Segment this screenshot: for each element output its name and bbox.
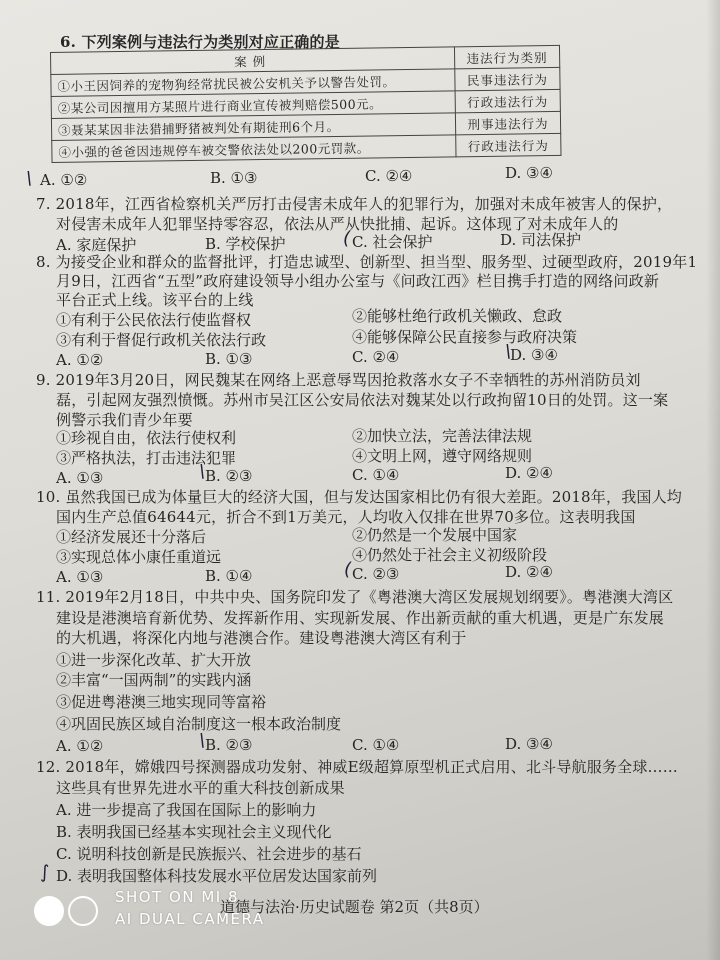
q12-stem-line1: 12. 2018年，嫦娥四号探测器成功发射、神威E级超算原型机正式启用、北斗导航服务全球……: [36, 758, 678, 776]
q11-statement-4: ④巩固民族区域自治制度这一根本政治制度: [56, 715, 342, 733]
q12-option-d: D. 表明我国整体科技发展水平位居发达国家前列: [56, 867, 378, 885]
q8-stem-line3: 平台正式上线。该平台的上线: [56, 291, 254, 309]
q11-option-a: A. ①②: [56, 737, 104, 755]
q8-option-a: A. ①②: [56, 351, 104, 369]
q9-statement-2: ②加快立法，完善法律法规: [352, 427, 533, 445]
q8-statement-1: ①有利于公民依法行使监督权: [56, 311, 252, 329]
watermark-filled-circle-icon: [34, 896, 64, 926]
table-row-4-category: 行政违法行为: [456, 133, 561, 156]
q8-statement-3: ③有利于督促行政机关依法行政: [56, 331, 267, 349]
q8-statement-4: ④能够保障公民直接参与政府决策: [352, 328, 578, 346]
q11-stem-line2: 建设是港澳培育新优势、发挥新作用、实现新发展、作出新贡献的重大机遇，更是广东发展: [56, 609, 665, 627]
q11-statement-1: ①进一步深化改革、扩大开放: [56, 651, 252, 669]
q12-option-c: C. 说明科技创新是民族振兴、社会进步的基石: [56, 845, 362, 863]
q10-statement-1: ①经济发展还十分落后: [56, 528, 207, 546]
q9-statement-4: ④文明上网，遵守网络规则: [352, 447, 533, 465]
q8-stem-line2: 月9日，江西省“五型”政府建设领导小组办公室与《问政江西》栏目携手打造的网络问政新: [56, 272, 660, 290]
q7-option-a: A. 家庭保护: [56, 236, 137, 254]
q6-option-a: A. ①②: [40, 171, 88, 189]
q12-option-b: B. 表明我国已经基本实现社会主义现代化: [56, 823, 332, 841]
table-row-1-category: 民事违法行为: [455, 67, 560, 90]
q12-option-a: A. 进一步提高了我国在国际上的影响力: [56, 801, 317, 819]
q7-stem-line1: 7. 2018年，江西省检察机关严厉打击侵害未成年人的犯罪行为，加强对未成年被害人的保护，: [36, 195, 673, 213]
q10-stem-line1: 10. 虽然我国已成为体量巨大的经济大国，但与发达国家相比仍有很大差距。2018年，我国人均: [36, 488, 683, 506]
q10-option-a: A. ①③: [56, 568, 104, 586]
table-row-3-case: ③聂某某因非法猎捕野猪被判处有期徒刑6个月。: [51, 113, 455, 141]
handwritten-answer-mark-q12: ∫: [40, 862, 50, 883]
q9-stem-line2: 磊，引起网友强烈愤慨。苏州市吴江区公安局依法对魏某处以行政拘留10日的处罚。这一案: [56, 391, 669, 409]
q6-stem: 6. 下列案例与违法行为类别对应正确的是: [60, 33, 340, 51]
q10-statement-3: ③实现总体小康任重道远: [56, 548, 222, 566]
table-header-case: 案例: [51, 47, 455, 75]
q10-option-c: C. ②③: [352, 565, 400, 583]
q8-stem-line1: 8. 为接受企业和群众的监督批评，打造忠诚型、创新型、担当型、服务型、过硬型政府，2019年1: [36, 253, 698, 271]
q11-stem-line3: 的大机遇，将深化内地与港澳合作。建设粤港澳大湾区有利于: [56, 629, 467, 647]
watermark-outline-circle-icon: [68, 896, 98, 926]
q9-statement-1: ①珍视自由，依法行使权利: [56, 429, 237, 447]
q9-statement-3: ③严格执法，打击违法犯罪: [56, 449, 237, 467]
q11-option-d: D. ③④: [505, 735, 553, 753]
table-row-3-category: 刑事违法行为: [455, 111, 560, 134]
q6-option-d: D. ③④: [505, 164, 553, 182]
table-row-1-case: ①小王因饲养的宠物狗经常扰民被公安机关予以警告处罚。: [51, 69, 455, 97]
q10-statement-4: ④仍然处于社会主义初级阶段: [352, 546, 548, 564]
q11-statement-3: ③促进粤港澳三地实现同等富裕: [56, 693, 267, 711]
handwritten-answer-mark-q8: \: [505, 341, 512, 362]
q6-case-table: [50, 45, 562, 163]
q8-option-c: C. ②④: [352, 348, 400, 366]
q10-option-d: D. ②④: [505, 563, 553, 581]
q12-stem-line2: 这些具有世界先进水平的重大科技创新成果: [56, 779, 345, 797]
q9-stem-line1: 9. 2019年3月20日，网民魏某在网络上恶意辱骂因抢救落水女子不幸牺牲的苏州消防员刘: [36, 371, 641, 389]
q8-statement-2: ②能够杜绝行政机关懒政、怠政: [352, 307, 563, 325]
table-header-category: 违法行为类别: [454, 45, 559, 68]
q10-statement-2: ②仍然是一个发展中国家: [352, 526, 518, 544]
table-row-2-category: 行政违法行为: [455, 89, 560, 112]
page-footer: 道德与法治·历史试题卷 第2页（共8页）: [220, 898, 489, 916]
handwritten-answer-mark-q9: \: [199, 461, 206, 482]
q11-stem-line1: 11. 2019年2月18日，中共中央、国务院印发了《粤港澳大湾区发展规划纲要》。粤港澳大湾区: [36, 588, 674, 606]
handwritten-answer-mark-q11: \: [199, 730, 206, 751]
q9-option-b: B. ②③: [205, 467, 253, 485]
handwritten-answer-mark-q6: \: [26, 168, 33, 189]
q6-option-b: B. ①③: [210, 169, 258, 187]
table-row-4-case: ④小强的爸爸因违规停车被交警依法处以200元罚款。: [52, 135, 456, 163]
q8-option-b: B. ①③: [205, 350, 253, 368]
q11-option-c: C. ①④: [352, 736, 400, 754]
q7-option-b: B. 学校保护: [205, 235, 286, 253]
q7-option-d: D. 司法保护: [500, 231, 582, 249]
q9-option-a: A. ①③: [56, 469, 104, 487]
q11-option-b: B. ②③: [205, 736, 253, 754]
q8-option-d: D. ③④: [510, 346, 558, 364]
q11-statement-2: ②丰富“一国两制”的实践内涵: [56, 671, 252, 689]
q9-option-c: C. ①④: [352, 466, 400, 484]
watermark-line2: AI DUAL CAMERA: [115, 910, 265, 928]
q9-option-d: D. ②④: [505, 464, 553, 482]
q9-stem-line3: 例警示我们青少年要: [56, 411, 193, 429]
q7-stem-line2: 对侵害未成年人犯罪坚持零容忍，依法从严从快批捕、起诉。这体现了对未成年人的: [56, 215, 619, 233]
table-row-2-case: ②某公司因擅用方某照片进行商业宣传被判赔偿500元。: [51, 91, 455, 119]
watermark-line1: SHOT ON MI 8: [115, 888, 240, 906]
handwritten-answer-mark-q7: (: [343, 228, 351, 249]
q10-option-b: B. ①④: [205, 567, 253, 585]
q6-option-c: C. ②④: [365, 167, 413, 185]
handwritten-answer-mark-q10: (: [344, 559, 352, 580]
q10-stem-line2: 国内生产总值64644元，折合不到1万美元，人均收入仅排在世界70多位。这表明我国: [56, 508, 636, 526]
q7-option-c: C. 社会保护: [352, 233, 433, 251]
